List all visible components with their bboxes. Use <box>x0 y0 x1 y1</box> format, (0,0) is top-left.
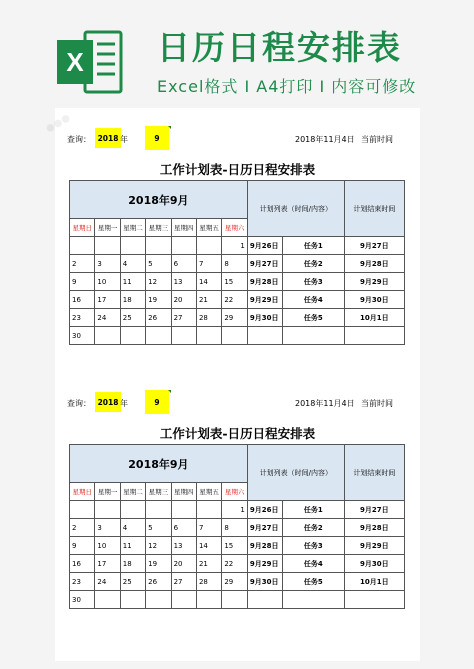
week-row <box>70 327 405 345</box>
day-cell[interactable] <box>95 501 120 519</box>
plan-end-cell[interactable]: 10月1日 <box>344 573 404 591</box>
plan-end-cell[interactable] <box>344 591 404 609</box>
day-cell[interactable]: 3 <box>95 255 120 273</box>
excel-x-icon <box>55 28 125 96</box>
day-cell[interactable] <box>196 591 221 609</box>
plan-end-header: 计划结束时间 <box>344 445 404 501</box>
day-cell[interactable] <box>120 327 145 345</box>
schedule-table <box>69 444 405 609</box>
current-date: 2018年11月4日 <box>295 135 355 144</box>
plan-task-cell[interactable]: 任务3 <box>282 273 344 291</box>
query-label: 查询： <box>67 135 91 144</box>
plan-task-cell[interactable]: 任务4 <box>282 291 344 309</box>
day-cell[interactable]: 1 <box>222 237 247 255</box>
weekday-cell: 星期五 <box>196 483 221 501</box>
day-cell[interactable] <box>146 327 171 345</box>
query-bar <box>55 384 420 416</box>
day-cell[interactable]: 14 <box>196 273 221 291</box>
day-cell[interactable]: 3 <box>95 519 120 537</box>
plan-date-cell[interactable]: 9月27日 <box>247 255 282 273</box>
day-cell[interactable]: 8 <box>222 519 247 537</box>
day-cell[interactable]: 17 <box>95 555 120 573</box>
day-cell[interactable] <box>70 237 95 255</box>
current-time-label: 当前时间 <box>361 135 393 144</box>
plan-end-cell[interactable]: 9月29日 <box>344 537 404 555</box>
day-cell[interactable]: 21 <box>196 555 221 573</box>
plan-date-cell[interactable] <box>247 327 282 345</box>
weekday-cell: 星期四 <box>171 483 196 501</box>
weekday-cell: 星期日 <box>70 483 95 501</box>
week-row <box>70 555 405 573</box>
day-cell[interactable]: 10 <box>95 273 120 291</box>
plan-list-header: 计划列表（时间/内容） <box>247 445 344 501</box>
day-cell[interactable]: 28 <box>196 309 221 327</box>
query-bar <box>55 120 420 152</box>
weekday-cell: 星期二 <box>120 219 145 237</box>
day-cell[interactable]: 2 <box>70 255 95 273</box>
weekday-cell: 星期一 <box>95 483 120 501</box>
day-cell[interactable] <box>222 327 247 345</box>
day-cell[interactable]: 7 <box>196 519 221 537</box>
plan-end-cell[interactable]: 10月1日 <box>344 309 404 327</box>
day-cell[interactable]: 10 <box>95 537 120 555</box>
day-cell[interactable]: 29 <box>222 573 247 591</box>
dropdown-marker-icon <box>168 126 171 129</box>
day-cell[interactable]: 15 <box>222 273 247 291</box>
weekday-cell: 星期三 <box>146 219 171 237</box>
document-page <box>44 108 420 661</box>
schedule-table <box>69 180 405 345</box>
plan-end-cell[interactable]: 9月28日 <box>344 519 404 537</box>
week-row <box>70 309 405 327</box>
week-row <box>70 591 405 609</box>
day-cell[interactable]: 4 <box>120 255 145 273</box>
week-row <box>70 573 405 591</box>
day-cell[interactable] <box>95 237 120 255</box>
day-cell[interactable]: 14 <box>196 537 221 555</box>
plan-task-cell[interactable]: 任务5 <box>282 309 344 327</box>
page-title: 日历日程安排表 <box>157 28 402 67</box>
banner <box>0 0 474 108</box>
week-row <box>70 501 405 519</box>
weekday-cell: 星期日 <box>70 219 95 237</box>
day-cell[interactable]: 27 <box>171 573 196 591</box>
document-title: 工作计划表-日历日程安排表 <box>159 162 316 177</box>
day-cell[interactable] <box>171 591 196 609</box>
day-cell[interactable]: 19 <box>146 291 171 309</box>
dropdown-marker-icon <box>168 390 171 393</box>
day-cell[interactable]: 15 <box>222 537 247 555</box>
plan-task-cell[interactable]: 任务2 <box>282 255 344 273</box>
plan-task-cell[interactable] <box>282 327 344 345</box>
day-cell[interactable] <box>171 237 196 255</box>
plan-end-cell[interactable]: 9月29日 <box>344 273 404 291</box>
current-time-label: 当前时间 <box>361 399 393 408</box>
week-row <box>70 255 405 273</box>
plan-date-cell[interactable]: 9月26日 <box>247 501 282 519</box>
plan-end-header: 计划结束时间 <box>344 181 404 237</box>
month-header: 2018年9月 <box>70 181 248 219</box>
plan-task-cell[interactable]: 任务2 <box>282 519 344 537</box>
month-header: 2018年9月 <box>70 445 248 483</box>
day-cell[interactable]: 7 <box>196 255 221 273</box>
day-cell[interactable]: 13 <box>171 273 196 291</box>
plan-task-cell[interactable]: 任务3 <box>282 537 344 555</box>
day-cell[interactable]: 6 <box>171 519 196 537</box>
plan-end-cell[interactable]: 9月27日 <box>344 501 404 519</box>
day-cell[interactable]: 26 <box>146 573 171 591</box>
plan-end-cell[interactable] <box>344 327 404 345</box>
day-cell[interactable]: 5 <box>146 519 171 537</box>
day-cell[interactable] <box>146 237 171 255</box>
plan-date-cell[interactable]: 9月27日 <box>247 519 282 537</box>
weekday-cell: 星期六 <box>222 483 247 501</box>
plan-date-cell[interactable]: 9月29日 <box>247 291 282 309</box>
plan-end-cell[interactable]: 9月28日 <box>344 255 404 273</box>
year-unit-label: 年 <box>120 399 128 408</box>
day-cell[interactable]: 20 <box>171 555 196 573</box>
day-cell[interactable] <box>95 327 120 345</box>
day-cell[interactable]: 22 <box>222 555 247 573</box>
day-cell[interactable]: 6 <box>171 255 196 273</box>
year-input[interactable]: 2018 <box>95 392 121 412</box>
day-cell[interactable]: 9 <box>70 273 95 291</box>
day-cell[interactable]: 24 <box>95 309 120 327</box>
day-cell[interactable]: 16 <box>70 555 95 573</box>
day-cell[interactable]: 19 <box>146 555 171 573</box>
day-cell[interactable] <box>120 501 145 519</box>
day-cell[interactable]: 30 <box>70 327 95 345</box>
week-row <box>70 237 405 255</box>
table-header-row <box>70 445 405 483</box>
day-cell[interactable]: 2 <box>70 519 95 537</box>
year-unit-label: 年 <box>120 135 128 144</box>
day-cell[interactable]: 23 <box>70 309 95 327</box>
day-cell[interactable]: 1 <box>222 501 247 519</box>
plan-date-cell[interactable]: 9月28日 <box>247 537 282 555</box>
day-cell[interactable]: 8 <box>222 255 247 273</box>
plan-task-cell[interactable]: 任务4 <box>282 555 344 573</box>
day-cell[interactable] <box>171 327 196 345</box>
day-cell[interactable] <box>146 591 171 609</box>
page-subtitle: Excel格式 I A4打印 I 内容可修改 <box>157 77 417 96</box>
day-cell[interactable]: 23 <box>70 573 95 591</box>
watermark: ●●● <box>44 112 73 135</box>
week-row <box>70 519 405 537</box>
weekday-cell: 星期三 <box>146 483 171 501</box>
day-cell[interactable]: 12 <box>146 273 171 291</box>
month-input[interactable]: 9 <box>145 390 169 414</box>
day-cell[interactable]: 20 <box>171 291 196 309</box>
day-cell[interactable]: 12 <box>146 537 171 555</box>
plan-end-cell[interactable]: 9月27日 <box>344 237 404 255</box>
day-cell[interactable]: 13 <box>171 537 196 555</box>
day-cell[interactable] <box>95 591 120 609</box>
weekday-cell: 星期二 <box>120 483 145 501</box>
week-row <box>70 291 405 309</box>
weekday-cell: 星期五 <box>196 219 221 237</box>
day-cell[interactable]: 4 <box>120 519 145 537</box>
day-cell[interactable]: 9 <box>70 537 95 555</box>
day-cell[interactable]: 27 <box>171 309 196 327</box>
weekday-cell: 星期一 <box>95 219 120 237</box>
plan-task-cell[interactable]: 任务1 <box>282 501 344 519</box>
day-cell[interactable] <box>222 591 247 609</box>
current-date: 2018年11月4日 <box>295 399 355 408</box>
plan-task-cell[interactable]: 任务1 <box>282 237 344 255</box>
day-cell[interactable] <box>171 501 196 519</box>
svg-text:X: X <box>66 47 84 77</box>
query-label: 查询： <box>67 399 91 408</box>
day-cell[interactable]: 25 <box>120 309 145 327</box>
plan-task-cell[interactable]: 任务5 <box>282 573 344 591</box>
weekday-cell: 星期六 <box>222 219 247 237</box>
week-row <box>70 273 405 291</box>
day-cell[interactable]: 22 <box>222 291 247 309</box>
day-cell[interactable] <box>120 591 145 609</box>
day-cell[interactable]: 18 <box>120 555 145 573</box>
plan-date-cell[interactable] <box>247 591 282 609</box>
day-cell[interactable] <box>70 501 95 519</box>
day-cell[interactable]: 30 <box>70 591 95 609</box>
plan-date-cell[interactable]: 9月29日 <box>247 555 282 573</box>
plan-date-cell[interactable]: 9月30日 <box>247 573 282 591</box>
plan-date-cell[interactable]: 9月28日 <box>247 273 282 291</box>
day-cell[interactable]: 21 <box>196 291 221 309</box>
day-cell[interactable]: 25 <box>120 573 145 591</box>
plan-date-cell[interactable]: 9月26日 <box>247 237 282 255</box>
day-cell[interactable]: 29 <box>222 309 247 327</box>
plan-end-cell[interactable]: 9月30日 <box>344 291 404 309</box>
weekday-cell: 星期四 <box>171 219 196 237</box>
day-cell[interactable] <box>146 501 171 519</box>
day-cell[interactable]: 11 <box>120 537 145 555</box>
day-cell[interactable] <box>196 237 221 255</box>
day-cell[interactable]: 28 <box>196 573 221 591</box>
day-cell[interactable] <box>196 501 221 519</box>
day-cell[interactable]: 17 <box>95 291 120 309</box>
table-header-row <box>70 181 405 219</box>
day-cell[interactable]: 26 <box>146 309 171 327</box>
day-cell[interactable]: 11 <box>120 273 145 291</box>
day-cell[interactable] <box>120 237 145 255</box>
day-cell[interactable]: 24 <box>95 573 120 591</box>
month-input[interactable]: 9 <box>145 126 169 150</box>
plan-list-header: 计划列表（时间/内容） <box>247 181 344 237</box>
day-cell[interactable]: 5 <box>146 255 171 273</box>
day-cell[interactable] <box>196 327 221 345</box>
year-input[interactable]: 2018 <box>95 128 121 148</box>
document-title: 工作计划表-日历日程安排表 <box>159 426 316 441</box>
plan-end-cell[interactable]: 9月30日 <box>344 555 404 573</box>
plan-date-cell[interactable]: 9月30日 <box>247 309 282 327</box>
day-cell[interactable]: 18 <box>120 291 145 309</box>
day-cell[interactable]: 16 <box>70 291 95 309</box>
week-row <box>70 537 405 555</box>
plan-task-cell[interactable] <box>282 591 344 609</box>
